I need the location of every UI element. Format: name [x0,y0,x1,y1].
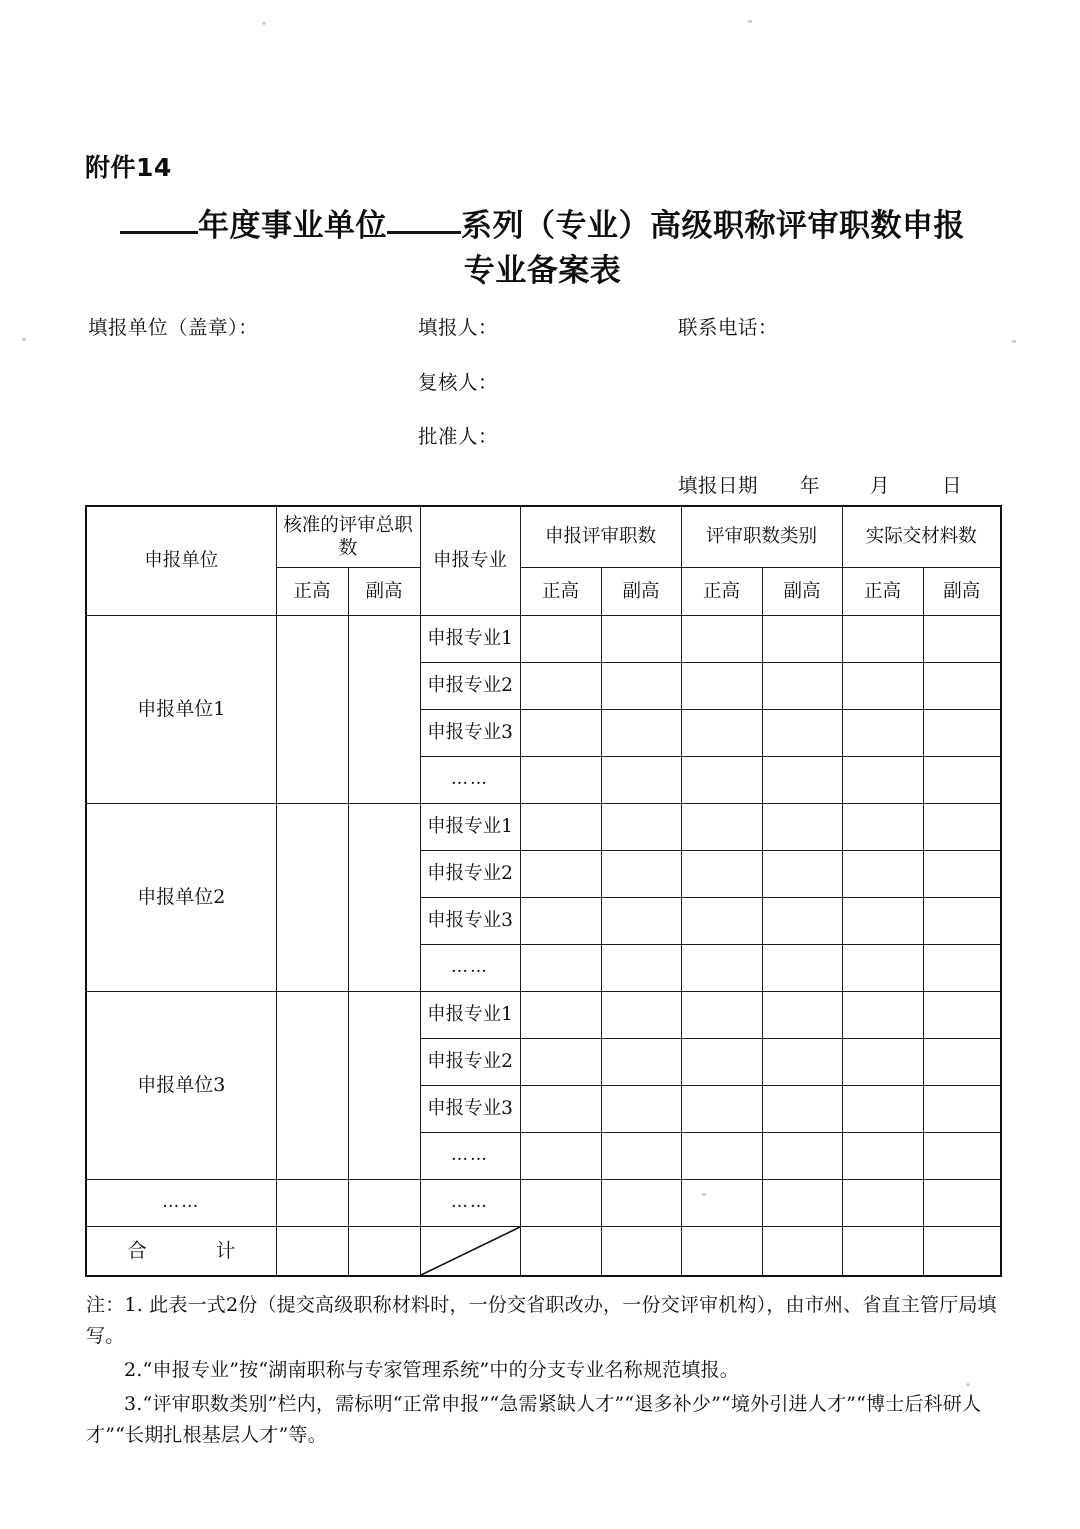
actual-senior-cell[interactable] [842,1133,923,1180]
category-senior-cell[interactable] [681,804,762,851]
unit-name-cell: 申报单位3 [86,992,276,1180]
actual-associate-cell[interactable] [923,992,1001,1039]
actual-associate-cell[interactable] [923,945,1001,992]
category-senior-cell[interactable] [681,1133,762,1180]
title-line-1 [85,204,1000,249]
declared-senior-cell[interactable] [520,1039,601,1086]
declared-senior-cell[interactable] [520,710,601,757]
major-name-cell: …… [420,1180,520,1227]
date-month-unit: 月 [870,474,891,497]
category-senior-cell[interactable] [681,945,762,992]
diagonal-slash-icon [421,1227,520,1275]
approved-associate-cell[interactable] [348,1180,420,1227]
actual-senior-cell[interactable] [842,1180,923,1227]
total-category-senior-cell[interactable] [681,1227,762,1277]
unit-name-cell: 申报单位2 [86,804,276,992]
category-senior-cell[interactable] [681,1039,762,1086]
approved-senior-cell[interactable] [276,804,348,992]
year-blank [120,205,198,234]
major-name-cell: 申报专业1 [420,616,520,663]
category-associate-cell[interactable] [762,663,842,710]
declared-associate-cell[interactable] [601,992,681,1039]
footnote-2: 2.“申报专业”按“湖南职称与专家管理系统”中的分支专业名称规范填报。 [124,1359,739,1381]
total-approved-senior-cell[interactable] [276,1227,348,1277]
category-senior-cell[interactable] [681,757,762,804]
declared-senior-cell[interactable] [520,992,601,1039]
major-name-cell: …… [420,1133,520,1180]
total-category-associate-cell[interactable] [762,1227,842,1277]
actual-senior-cell[interactable] [842,1086,923,1133]
approved-associate-cell[interactable] [348,992,420,1180]
actual-senior-cell[interactable] [842,851,923,898]
declared-associate-cell[interactable] [601,804,681,851]
scan-speckle [1012,340,1016,343]
declared-associate-cell[interactable] [601,1039,681,1086]
declared-senior-cell[interactable] [520,616,601,663]
category-senior-cell[interactable] [681,851,762,898]
declared-senior-cell[interactable] [520,851,601,898]
major-name-cell: 申报专业1 [420,992,520,1039]
major-name-cell: 申报专业3 [420,1086,520,1133]
declared-senior-cell[interactable] [520,1133,601,1180]
table-row [86,616,1001,663]
category-senior-cell[interactable] [681,898,762,945]
major-name-cell: 申报专业3 [420,710,520,757]
category-associate-cell[interactable] [762,616,842,663]
footnotes [86,1290,1006,1454]
declared-senior-cell[interactable] [520,1180,601,1227]
approved-associate-cell[interactable] [348,616,420,804]
declaration-table-wrapper [85,505,1000,1277]
series-blank [387,205,461,234]
major-name-cell: 申报专业2 [420,1039,520,1086]
category-associate-cell[interactable] [762,804,842,851]
actual-associate-cell[interactable] [923,1039,1001,1086]
date-year-unit: 年 [800,474,821,497]
category-senior-cell[interactable] [681,616,762,663]
reviewer-label: 复核人： [418,371,499,394]
category-associate-cell[interactable] [762,992,842,1039]
header-actual-associate: 副高 [923,568,1001,616]
actual-associate-cell[interactable] [923,1086,1001,1133]
category-associate-cell[interactable] [762,945,842,992]
actual-associate-cell[interactable] [923,1133,1001,1180]
category-associate-cell[interactable] [762,757,842,804]
major-name-cell: 申报专业1 [420,804,520,851]
category-associate-cell[interactable] [762,851,842,898]
declared-senior-cell[interactable] [520,1086,601,1133]
actual-senior-cell[interactable] [842,663,923,710]
table-header-row-1 [86,506,1001,568]
header-actual-senior: 正高 [842,568,923,616]
declared-associate-cell[interactable] [601,945,681,992]
total-actual-senior-cell[interactable] [842,1227,923,1277]
header-approved-senior: 正高 [276,568,348,616]
major-name-cell: 申报专业3 [420,898,520,945]
header-unit: 申报单位 [86,506,276,616]
actual-associate-cell[interactable] [923,1180,1001,1227]
report-date-line [678,470,962,498]
attachment-label: 附件14 [85,153,172,182]
header-declared-senior: 正高 [520,568,601,616]
report-date-label: 填报日期 [678,474,759,497]
approved-associate-cell[interactable] [348,804,420,992]
declared-associate-cell[interactable] [601,851,681,898]
approver-label: 批准人： [418,425,499,448]
total-label-cell: 合 计 [86,1227,276,1277]
actual-associate-cell[interactable] [923,663,1001,710]
major-name-cell: …… [420,757,520,804]
table-row-total [86,1227,1001,1277]
footnote-3: 3.“评审职数类别”栏内，需标明“正常申报”“急需紧缺人才”“退多补少”“境外引进人才”“博士后科研人才”“长期扎根基层人才”等。 [86,1393,982,1446]
actual-senior-cell[interactable] [842,1039,923,1086]
major-name-cell: 申报专业2 [420,663,520,710]
total-actual-associate-cell[interactable] [923,1227,1001,1277]
major-name-cell: …… [420,945,520,992]
category-associate-cell[interactable] [762,1133,842,1180]
category-senior-cell[interactable] [681,663,762,710]
reporting-unit-label: 填报单位（盖章）： [88,316,259,339]
declared-associate-cell[interactable] [601,757,681,804]
header-category-associate: 副高 [762,568,842,616]
scan-speckle [22,338,26,341]
category-senior-cell[interactable] [681,1180,762,1227]
approved-senior-cell[interactable] [276,1180,348,1227]
declared-associate-cell[interactable] [601,663,681,710]
contact-phone-label: 联系电话： [678,316,779,339]
declared-senior-cell[interactable] [520,898,601,945]
header-count-category: 评审职数类别 [681,506,842,568]
actual-senior-cell[interactable] [842,945,923,992]
category-associate-cell[interactable] [762,1086,842,1133]
declared-associate-cell[interactable] [601,1086,681,1133]
table-row-ellipsis [86,1180,1001,1227]
scan-speckle [262,22,266,25]
declaration-table [85,505,1002,1277]
declared-associate-cell[interactable] [601,898,681,945]
declared-associate-cell[interactable] [601,616,681,663]
header-declared-associate: 副高 [601,568,681,616]
table-row [86,992,1001,1039]
declared-associate-cell[interactable] [601,710,681,757]
header-actual-submitted: 实际交材料数 [842,506,1001,568]
table-row [86,804,1001,851]
declared-senior-cell[interactable] [520,663,601,710]
category-senior-cell[interactable] [681,992,762,1039]
filler-label: 填报人： [418,316,499,339]
major-name-cell: 申报专业2 [420,851,520,898]
unit-name-cell: 申报单位1 [86,616,276,804]
scan-speckle [748,20,752,23]
actual-senior-cell[interactable] [842,992,923,1039]
category-associate-cell[interactable] [762,710,842,757]
approved-senior-cell[interactable] [276,616,348,804]
actual-associate-cell[interactable] [923,898,1001,945]
title-line-2: 专业备案表 [463,253,622,289]
actual-associate-cell[interactable] [923,616,1001,663]
actual-senior-cell[interactable] [842,804,923,851]
total-approved-associate-cell[interactable] [348,1227,420,1277]
actual-senior-cell[interactable] [842,710,923,757]
footnote-1: 注：1. 此表一式2份（提交高级职称材料时，一份交省职改办，一份交评审机构），由市州、省直主管厅局填写。 [86,1294,997,1347]
actual-associate-cell[interactable] [923,757,1001,804]
actual-senior-cell[interactable] [842,898,923,945]
declared-senior-cell[interactable] [520,804,601,851]
actual-associate-cell[interactable] [923,804,1001,851]
header-approved-associate: 副高 [348,568,420,616]
title-segment-a: 年度事业单位 [198,208,387,244]
unit-name-cell: …… [86,1180,276,1227]
header-approved-total: 核准的评审总职数 [276,506,420,568]
total-major-slash-cell [420,1227,520,1277]
header-major: 申报专业 [420,506,520,616]
actual-associate-cell[interactable] [923,851,1001,898]
declared-associate-cell[interactable] [601,1133,681,1180]
date-day-unit: 日 [942,474,963,497]
category-senior-cell[interactable] [681,710,762,757]
declared-associate-cell[interactable] [601,1180,681,1227]
total-declared-associate-cell[interactable] [601,1227,681,1277]
declared-senior-cell[interactable] [520,945,601,992]
approved-senior-cell[interactable] [276,992,348,1180]
category-senior-cell[interactable] [681,1086,762,1133]
header-category-senior: 正高 [681,568,762,616]
category-associate-cell[interactable] [762,1039,842,1086]
title-segment-b: 系列（专业）高级职称评审职数申报 [461,208,965,244]
actual-associate-cell[interactable] [923,710,1001,757]
declared-senior-cell[interactable] [520,757,601,804]
document-title [85,204,1000,294]
category-associate-cell[interactable] [762,1180,842,1227]
total-declared-senior-cell[interactable] [520,1227,601,1277]
actual-senior-cell[interactable] [842,616,923,663]
category-associate-cell[interactable] [762,898,842,945]
actual-senior-cell[interactable] [842,757,923,804]
header-declared-count: 申报评审职数 [520,506,681,568]
